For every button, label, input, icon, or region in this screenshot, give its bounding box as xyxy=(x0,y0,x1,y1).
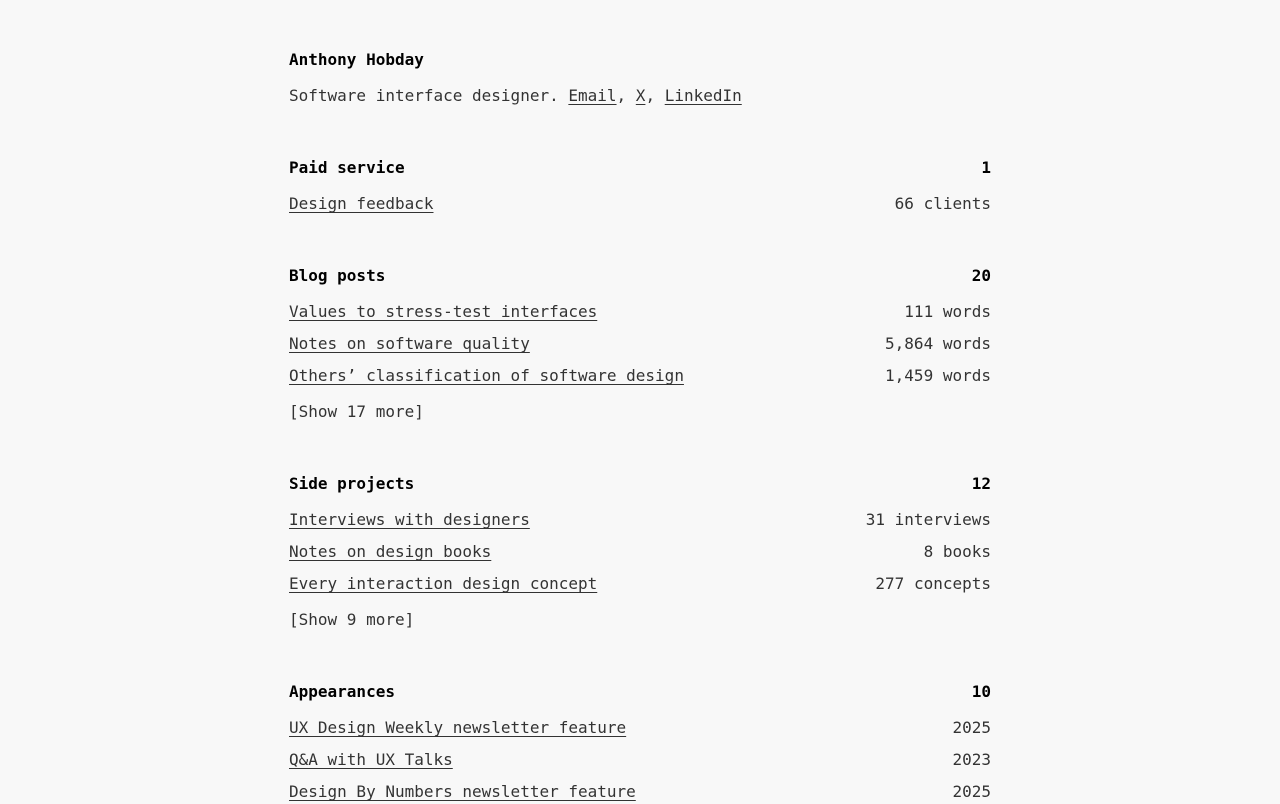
item-link[interactable]: Design feedback xyxy=(289,194,434,213)
section-header xyxy=(289,264,991,288)
item-meta: 1,459 words xyxy=(885,366,991,385)
item-link[interactable]: Values to stress-test interfaces xyxy=(289,302,598,321)
section-title: Appearances xyxy=(289,682,395,701)
section-count: 1 xyxy=(981,158,991,177)
list-item xyxy=(289,364,991,388)
list-item xyxy=(289,716,991,740)
item-link[interactable]: Interviews with designers xyxy=(289,510,530,529)
section-count: 10 xyxy=(971,682,991,701)
item-meta: 277 concepts xyxy=(875,574,991,593)
show-more-button[interactable]: [Show 9 more] xyxy=(289,610,415,629)
item-link[interactable]: Notes on design books xyxy=(289,542,492,561)
section-title: Paid service xyxy=(289,158,405,177)
section-header xyxy=(289,680,991,704)
list-item xyxy=(289,332,991,356)
item-meta: 2023 xyxy=(952,750,991,769)
list-item xyxy=(289,780,991,804)
list-item xyxy=(289,300,991,324)
item-meta: 5,864 words xyxy=(885,334,991,353)
item-link[interactable]: Every interaction design concept xyxy=(289,574,598,593)
section-blog-posts xyxy=(289,264,991,424)
list-item xyxy=(289,572,991,596)
item-link[interactable]: Others’ classification of software design xyxy=(289,366,684,385)
item-meta: 31 interviews xyxy=(865,510,991,529)
x-link[interactable]: X xyxy=(635,86,646,105)
item-link[interactable]: UX Design Weekly newsletter feature xyxy=(289,718,627,737)
section-count: 20 xyxy=(971,266,991,285)
item-link[interactable]: Q&A with UX Talks xyxy=(289,750,453,769)
section-title: Side projects xyxy=(289,474,415,493)
item-meta: 2025 xyxy=(952,718,991,737)
intro-line: Software interface designer. Email, X, LinkedIn xyxy=(289,86,742,105)
list-item xyxy=(289,748,991,772)
list-item xyxy=(289,540,991,564)
section-appearances xyxy=(289,680,991,804)
show-more-button[interactable]: [Show 17 more] xyxy=(289,402,424,421)
section-header xyxy=(289,156,991,180)
section-paid-service xyxy=(289,156,991,216)
item-meta: 111 words xyxy=(904,302,991,321)
item-link[interactable]: Design By Numbers newsletter feature xyxy=(289,782,636,801)
email-link[interactable]: Email xyxy=(568,86,617,105)
linkedin-link[interactable]: LinkedIn xyxy=(664,86,742,105)
list-item xyxy=(289,508,991,532)
item-link[interactable]: Notes on software quality xyxy=(289,334,530,353)
section-title: Blog posts xyxy=(289,266,386,285)
author-name: Anthony Hobday xyxy=(289,50,424,69)
list-item xyxy=(289,192,991,216)
item-meta: 2025 xyxy=(952,782,991,801)
section-count: 12 xyxy=(971,474,991,493)
tagline: Software interface designer. xyxy=(289,86,559,105)
item-meta: 66 clients xyxy=(894,194,991,213)
section-side-projects xyxy=(289,472,991,632)
page-content xyxy=(289,48,991,804)
section-header xyxy=(289,472,991,496)
item-meta: 8 books xyxy=(923,542,991,561)
